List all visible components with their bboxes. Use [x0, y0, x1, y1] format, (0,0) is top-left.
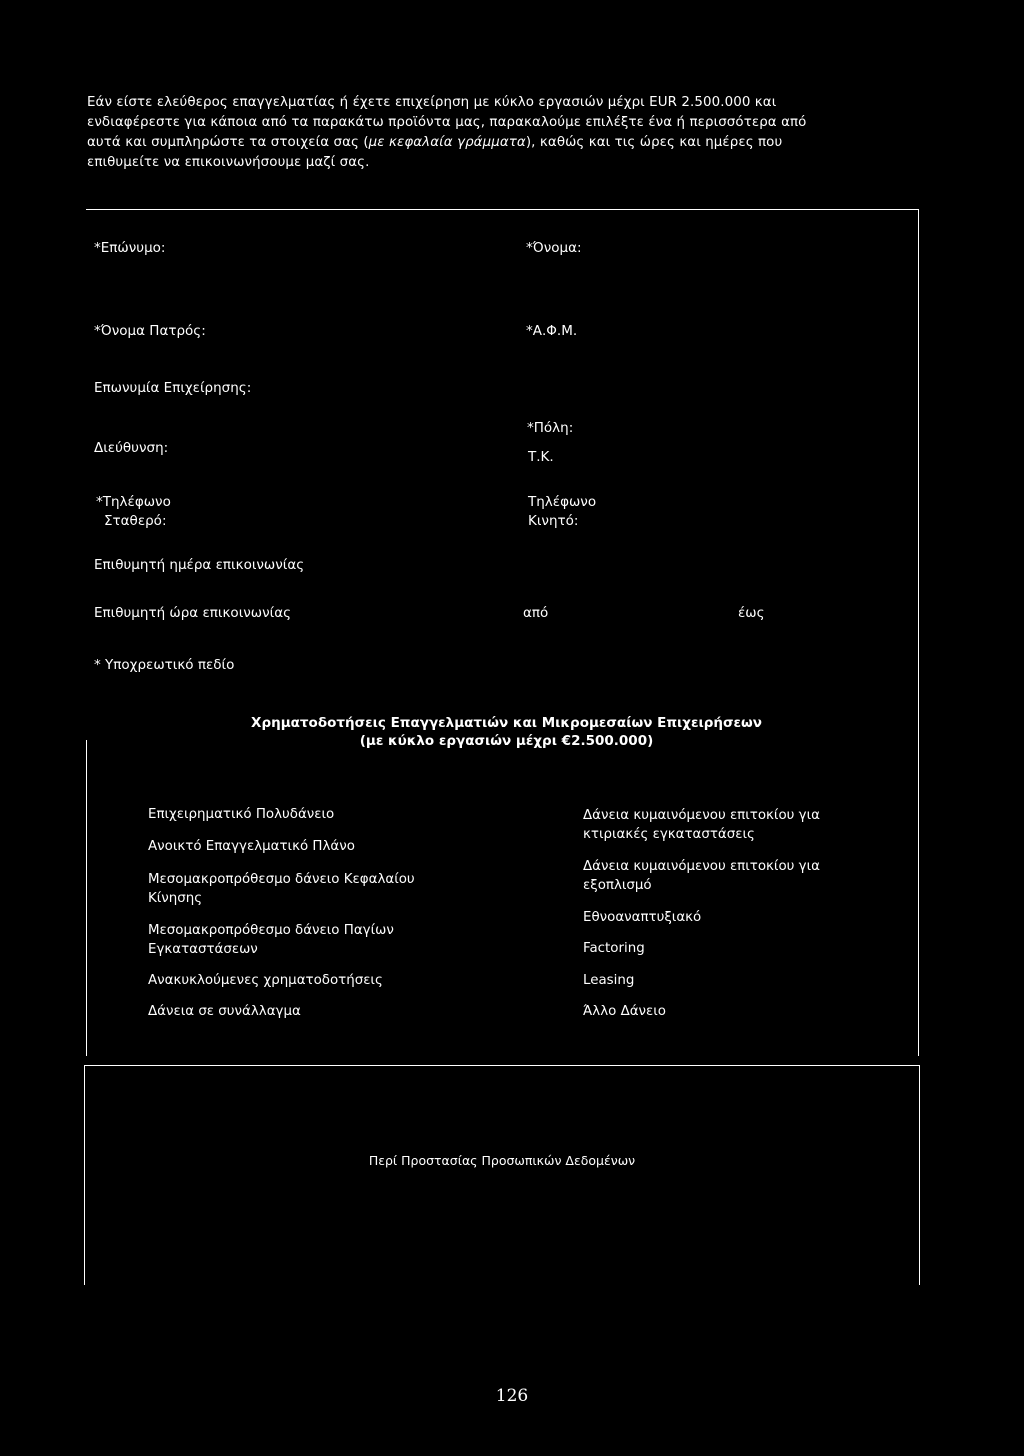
time-from-label: από: [523, 605, 549, 621]
loan-option[interactable]: Factoring: [583, 941, 645, 956]
intro-italic-emphasis: με κεφαλαία γράμματα: [368, 135, 526, 150]
page-number: 126: [495, 1386, 529, 1406]
loan-option[interactable]: Δάνεια σε συνάλλαγμα: [148, 1004, 301, 1019]
intro-line: επιθυμείτε να επικοινωνήσουμε μαζί σας.: [87, 155, 370, 170]
intro-line: Εάν είστε ελεύθερος επαγγελματίας ή έχετε επιχείρηση με κύκλο εργασιών μέχρι EUR 2.500.000 και: [87, 95, 777, 110]
loan-option-continued: εξοπλισμό: [583, 878, 652, 893]
privacy-link[interactable]: Περί Προστασίας Προσωπικών Δεδομένων: [368, 1153, 636, 1168]
loan-option[interactable]: Μεσομακροπρόθεσμο δάνειο Παγίων: [148, 923, 394, 938]
preferred-time-label: Επιθυμητή ώρα επικοινωνίας: [94, 605, 292, 621]
company-name-label: Επωνυμία Επιχείρησης:: [94, 380, 252, 396]
afm-label: *Α.Φ.Μ.: [526, 323, 578, 339]
privacy-box: [84, 1065, 920, 1285]
intro-paragraph: [87, 93, 947, 173]
loan-option[interactable]: Ανοικτό Επαγγελματικό Πλάνο: [148, 839, 355, 854]
father-name-label: *Όνομα Πατρός:: [94, 323, 206, 339]
mobile-label-line2: Κινητό:: [528, 513, 579, 529]
loan-option[interactable]: Δάνεια κυμαινόμενου επιτοκίου για: [583, 859, 820, 874]
mobile-label-line1: Τηλέφωνο: [528, 494, 597, 510]
intro-line: [87, 133, 947, 153]
form-box-left-border: [86, 740, 87, 1056]
intro-line-part: αυτά και συμπληρώστε τα στοιχεία σας (: [87, 135, 369, 150]
loan-option-continued: κτιριακές εγκαταστάσεις: [583, 827, 755, 842]
section-title-line1: Χρηματοδοτήσεις Επαγγελματιών και Μικρομεσαίων Επιχειρήσεων: [251, 715, 762, 731]
loans-section-heading: [90, 714, 923, 750]
loan-option-continued: Εγκαταστάσεων: [148, 942, 258, 957]
loan-option[interactable]: Ανακυκλούμενες χρηματοδοτήσεις: [148, 973, 383, 988]
loan-option[interactable]: Εθνοαναπτυξιακό: [583, 910, 702, 925]
loan-option[interactable]: Επιχειρηματικό Πολυδάνειο: [148, 807, 335, 822]
preferred-day-label: Επιθυμητή ημέρα επικοινωνίας: [94, 557, 305, 573]
loan-option[interactable]: Μεσομακροπρόθεσμο δάνειο Κεφαλαίου: [148, 872, 415, 887]
landline-label-line2: Σταθερό:: [104, 513, 167, 529]
loan-option[interactable]: Άλλο Δάνειο: [583, 1004, 666, 1019]
landline-label-line1: *Τηλέφωνο: [96, 494, 171, 510]
loan-option[interactable]: Δάνεια κυμαινόμενου επιτοκίου για: [583, 808, 820, 823]
required-field-note: * Υποχρεωτικό πεδίο: [94, 657, 235, 673]
first-name-label: *Όνομα:: [526, 240, 582, 256]
address-label: Διεύθυνση:: [94, 440, 169, 456]
loan-option-continued: Κίνησης: [148, 891, 203, 906]
time-to-label: έως: [738, 605, 765, 621]
city-label: *Πόλη:: [527, 420, 574, 436]
surname-label: *Επώνυμο:: [94, 240, 166, 256]
section-title-line2: (με κύκλο εργασιών μέχρι €2.500.000): [359, 733, 654, 749]
intro-line-part: ), καθώς και τις ώρες και ημέρες που: [525, 135, 783, 150]
loan-option[interactable]: Leasing: [583, 973, 635, 988]
intro-line: ενδιαφέρεστε για κάποια από τα παρακάτω προϊόντα μας, παρακαλούμε επιλέξτε ένα ή περισσότερα από: [87, 115, 807, 130]
postal-code-label: Τ.Κ.: [528, 449, 554, 465]
